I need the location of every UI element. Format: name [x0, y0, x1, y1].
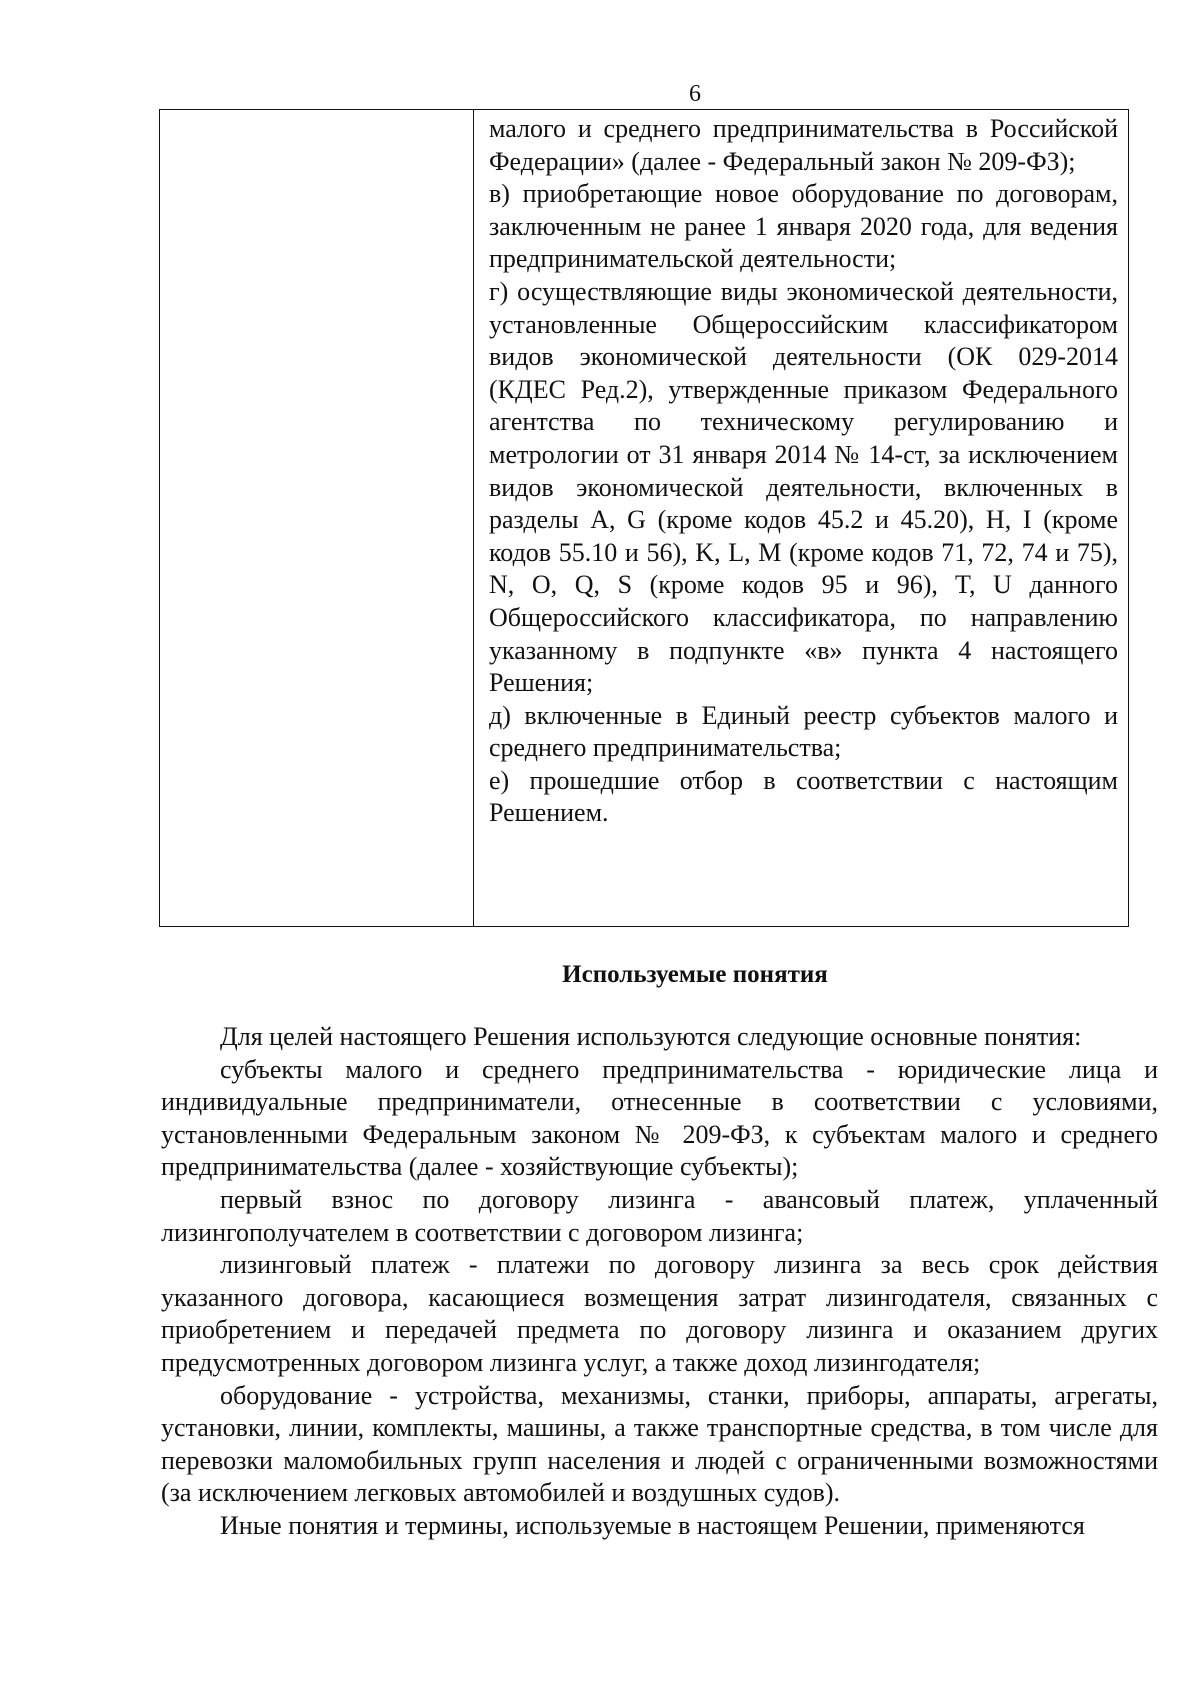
definitions-intro: Для целей настоящего Решения используются следующие основные понятия: — [220, 1022, 1082, 1051]
definition-sme: субъекты малого и среднего предпринимательства - юридические лица и индивидуальные предприниматели, отнесенные в соответствии с условиями, установленными Федеральным законом № 209-ФЗ, к субъектам малого и среднего предпринимательства (далее - хозяйствующие субъекты); — [161, 1054, 1158, 1182]
table-right-cell — [489, 113, 1118, 830]
table-column-divider — [473, 110, 474, 926]
table-item-v: в) приобретающие новое оборудование по договорам, заключенным не ранее 1 января 2020 года, для ведения предпринимательской деятельности; — [489, 179, 1118, 274]
table-item-continuation: малого и среднего предпринимательства в Российской Федерации» (далее - Федеральный закон № 209-ФЗ); — [489, 114, 1118, 176]
page-number: 6 — [689, 81, 701, 107]
criteria-table — [159, 109, 1129, 927]
definitions-body — [161, 1021, 1158, 1543]
section-title: Используемые понятия — [562, 961, 828, 988]
table-item-g: г) осуществляющие виды экономической деятельности, установленные Общероссийским классификатором видов экономической деятельности (ОК 029-2014 (КДЕС Ред.2), утвержденные приказом Федерального агентства по техническому регулированию и метрологии от 31 января 2014 № 14-ст, за исключением видов экономической деятельности, включенных в разделы A, G (кроме кодов 45.2 и 45.20), H, I (кроме кодов 55.10 и 56), K, L, M (кроме кодов 71, 72, 74 и 75), N, O, Q, S (кроме кодов 95 и 96), T, U данного Общероссийского классификатора, по направлению указанному в подпункте «в» пункта 4 настоящего Решения; — [489, 276, 1118, 698]
other-terms-paragraph: Иные понятия и термины, используемые в настоящем Решении, применяются — [220, 1510, 1085, 1540]
definition-equipment: оборудование - устройства, механизмы, станки, приборы, аппараты, агрегаты, установки, линии, комплекты, машины, а также транспортные средства, в том числе для перевозки маломобильных групп населения и людей с ограниченными возможностями (за исключением легковых автомобилей и воздушных судов). — [161, 1380, 1158, 1508]
table-item-d: д) включенные в Единый реестр субъектов малого и среднего предпринимательства; — [489, 700, 1118, 763]
definition-first-payment: первый взнос по договору лизинга - авансовый платеж, уплаченный лизингополучателем в соответствии с договором лизинга; — [161, 1184, 1158, 1247]
table-item-e: е) прошедшие отбор в соответствии с настоящим Решением. — [489, 765, 1118, 828]
definition-leasing-payment: лизинговый платеж - платежи по договору лизинга за весь срок действия указанного договора, касающиеся возмещения затрат лизингодателя, связанных с приобретением и передачей предмета по договору лизинга и оказанием других предусмотренных договором лизинга услуг, а также доход лизингодателя; — [161, 1250, 1158, 1377]
